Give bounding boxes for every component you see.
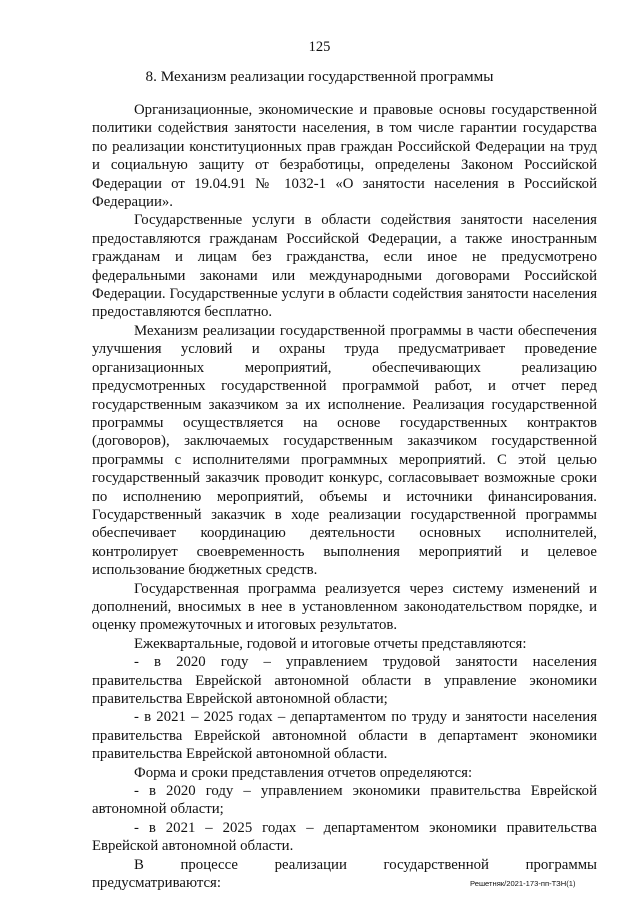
paragraph-state-services: Государственные услуги в области содействия занятости населения предоставляются гражданам Российской Федерации, а также иностранным гражданам и лицам без гражданства, если иное не предусмотрено федеральными законами или международными договорами Российской Федерации. Государственные услуги в области содействия занятости населения предоставляются бесплатно.	[92, 212, 597, 321]
paragraph-forms-intro: Форма и сроки представления отчетов определяются:	[134, 764, 473, 781]
document-body	[92, 101, 597, 892]
paragraph-changes: Государственная программа реализуется через систему изменений и дополнений, вносимых в нее в установленном законодательством порядке, и оценку промежуточных и итоговых результатов.	[92, 580, 597, 634]
paragraph-reports-intro: Ежеквартальные, годовой и итоговые отчеты представляются:	[134, 635, 527, 652]
paragraph-mechanism: Механизм реализации государственной программы в части обеспечения улучшения условий и охраны труда предусматривает проведение организационных мероприятий, обеспечивающих реализацию предусмотренных государственной программой работ, и отчет перед государственным заказчиком за их исполнение. Реализация государственной программы осуществляется на основе государственных контрактов (договоров), заключаемых государственным заказчиком государственной программы с исполнителями программных мероприятий. С этой целью государственный заказчик проводит конкурс, согласовывает возможные сроки по исполнению мероприятий, объемы и источники финансирования. Государственный заказчик в ходе реализации государственной программы обеспечивает координацию деятельности основных исполнителей, контролирует своевременность выполнения мероприятий и целевое использование бюджетных средств.	[92, 322, 597, 579]
page-number: 125	[308, 39, 331, 55]
list-item-reports-2020: - в 2020 году – управлением трудовой занятости населения правительства Еврейской автономной области в управление экономики правительства Еврейской автономной области;	[92, 654, 597, 707]
section-title: 8. Механизм реализации государственной программы	[145, 68, 494, 85]
paragraph-process: В процессе реализации государственной программы предусматриваются:	[92, 856, 597, 892]
list-item-forms-2020: - в 2020 году – управлением экономики правительства Еврейской автономной области;	[92, 783, 597, 818]
paragraph-legal-basis: Организационные, экономические и правовые основы государственной политики содействия занятости населения, в том числе гарантии государства по реализации конституционных прав граждан Российской Федерации на труд и социальную защиту от безработицы, определены Законом Российской Федерации от 19.04.91 № 1032-1 «О занятости населения в Российской Федерации».	[92, 102, 597, 211]
list-item-reports-2021-2025: - в 2021 – 2025 годах – департаментом по труду и занятости населения правительства Еврейской автономной области в департамент экономики правительства Еврейской автономной области.	[92, 709, 597, 763]
list-item-forms-2021-2025: - в 2021 – 2025 годах – департаментом экономики правительства Еврейской автономной области.	[92, 819, 597, 855]
footer-stamp: Решетняк/2021-173-пп-ТЗН(1)	[470, 879, 576, 888]
